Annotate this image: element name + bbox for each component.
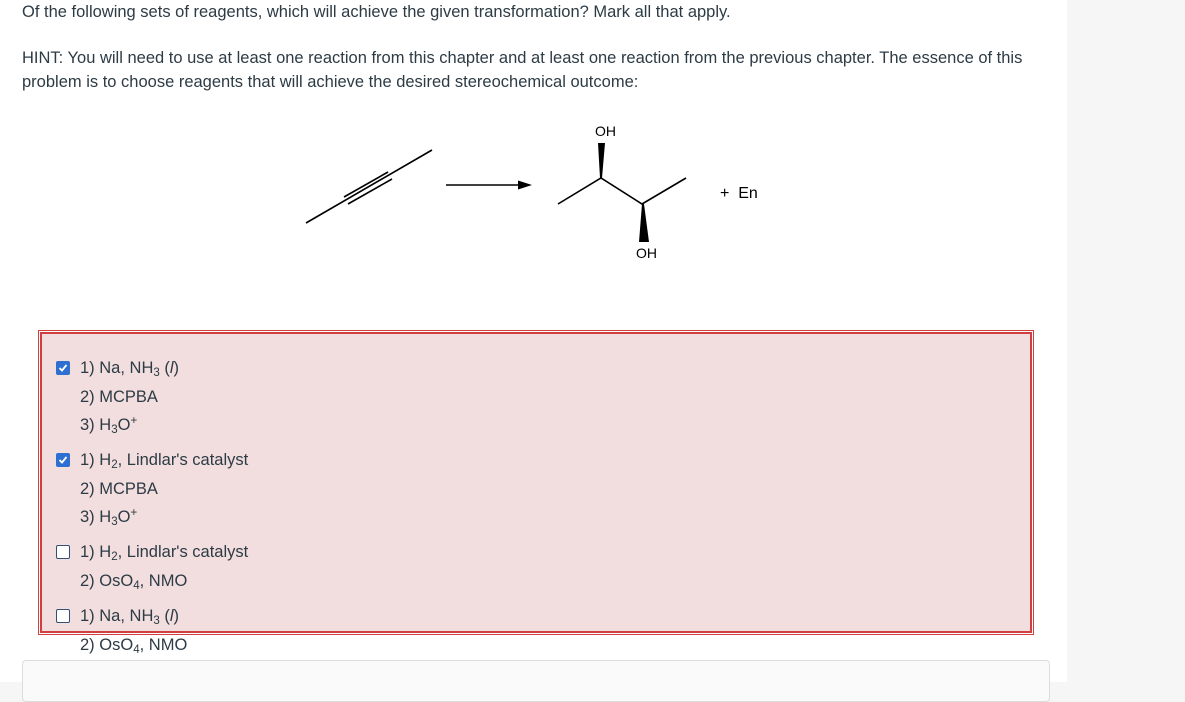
reagent-step: 3) $H_3O^+$ [80,507,138,528]
question-hint: HINT: You will need to use at least one reaction from this chapter and at least one reaction from the previous chapter. The essence of this problem is to choose reagents that will achieve the desired stereochemical outcome: [22,49,1023,91]
reagent-step: 2) MCPBA [80,388,158,406]
oh-top-label: OH [595,123,616,139]
answer-checkbox[interactable] [56,609,70,623]
choices-list [56,356,248,668]
check-icon [58,455,68,465]
answer-checkbox[interactable] [56,453,70,467]
answer-checkbox[interactable] [56,545,70,559]
answer-option-text [80,540,248,598]
reaction-scheme [300,118,800,268]
answer-checkbox[interactable] [56,361,70,375]
question-prompt: Of the following sets of reagents, which will achieve the given transformation? Mark all that apply. [22,3,731,21]
reagent-step: 1) Na, $NH_3$ (l) [80,607,180,627]
reaction-arrow-icon [446,181,532,190]
answer-option-text [80,356,179,442]
answer-option-text [80,604,187,662]
oh-bottom-label: OH [636,245,657,261]
answer-option-3[interactable] [56,540,248,598]
reagent-step: 2) OsO$_4$, NMO [80,636,188,656]
alkyne-structure [306,150,432,223]
reagent-step: 3) $H_3O^+$ [80,415,138,436]
answer-option-4[interactable] [56,604,248,662]
diol-structure [558,123,686,261]
enantiomer-label: + En [720,185,758,202]
reagent-step: 1) Na, $NH_3$ (l) [80,359,180,379]
answer-option-2[interactable] [56,448,248,534]
answer-option-1[interactable] [56,356,248,442]
check-icon [58,363,68,373]
next-question-panel [22,660,1050,702]
reagent-step: 2) MCPBA [80,480,158,498]
answer-choices-box [40,332,1032,656]
answer-option-text [80,448,248,534]
reagent-step: 1) $H_2$, Lindlar's catalyst [80,543,249,563]
reagent-step: 2) OsO$_4$, NMO [80,572,188,592]
reagent-step: 1) $H_2$, Lindlar's catalyst [80,451,249,471]
